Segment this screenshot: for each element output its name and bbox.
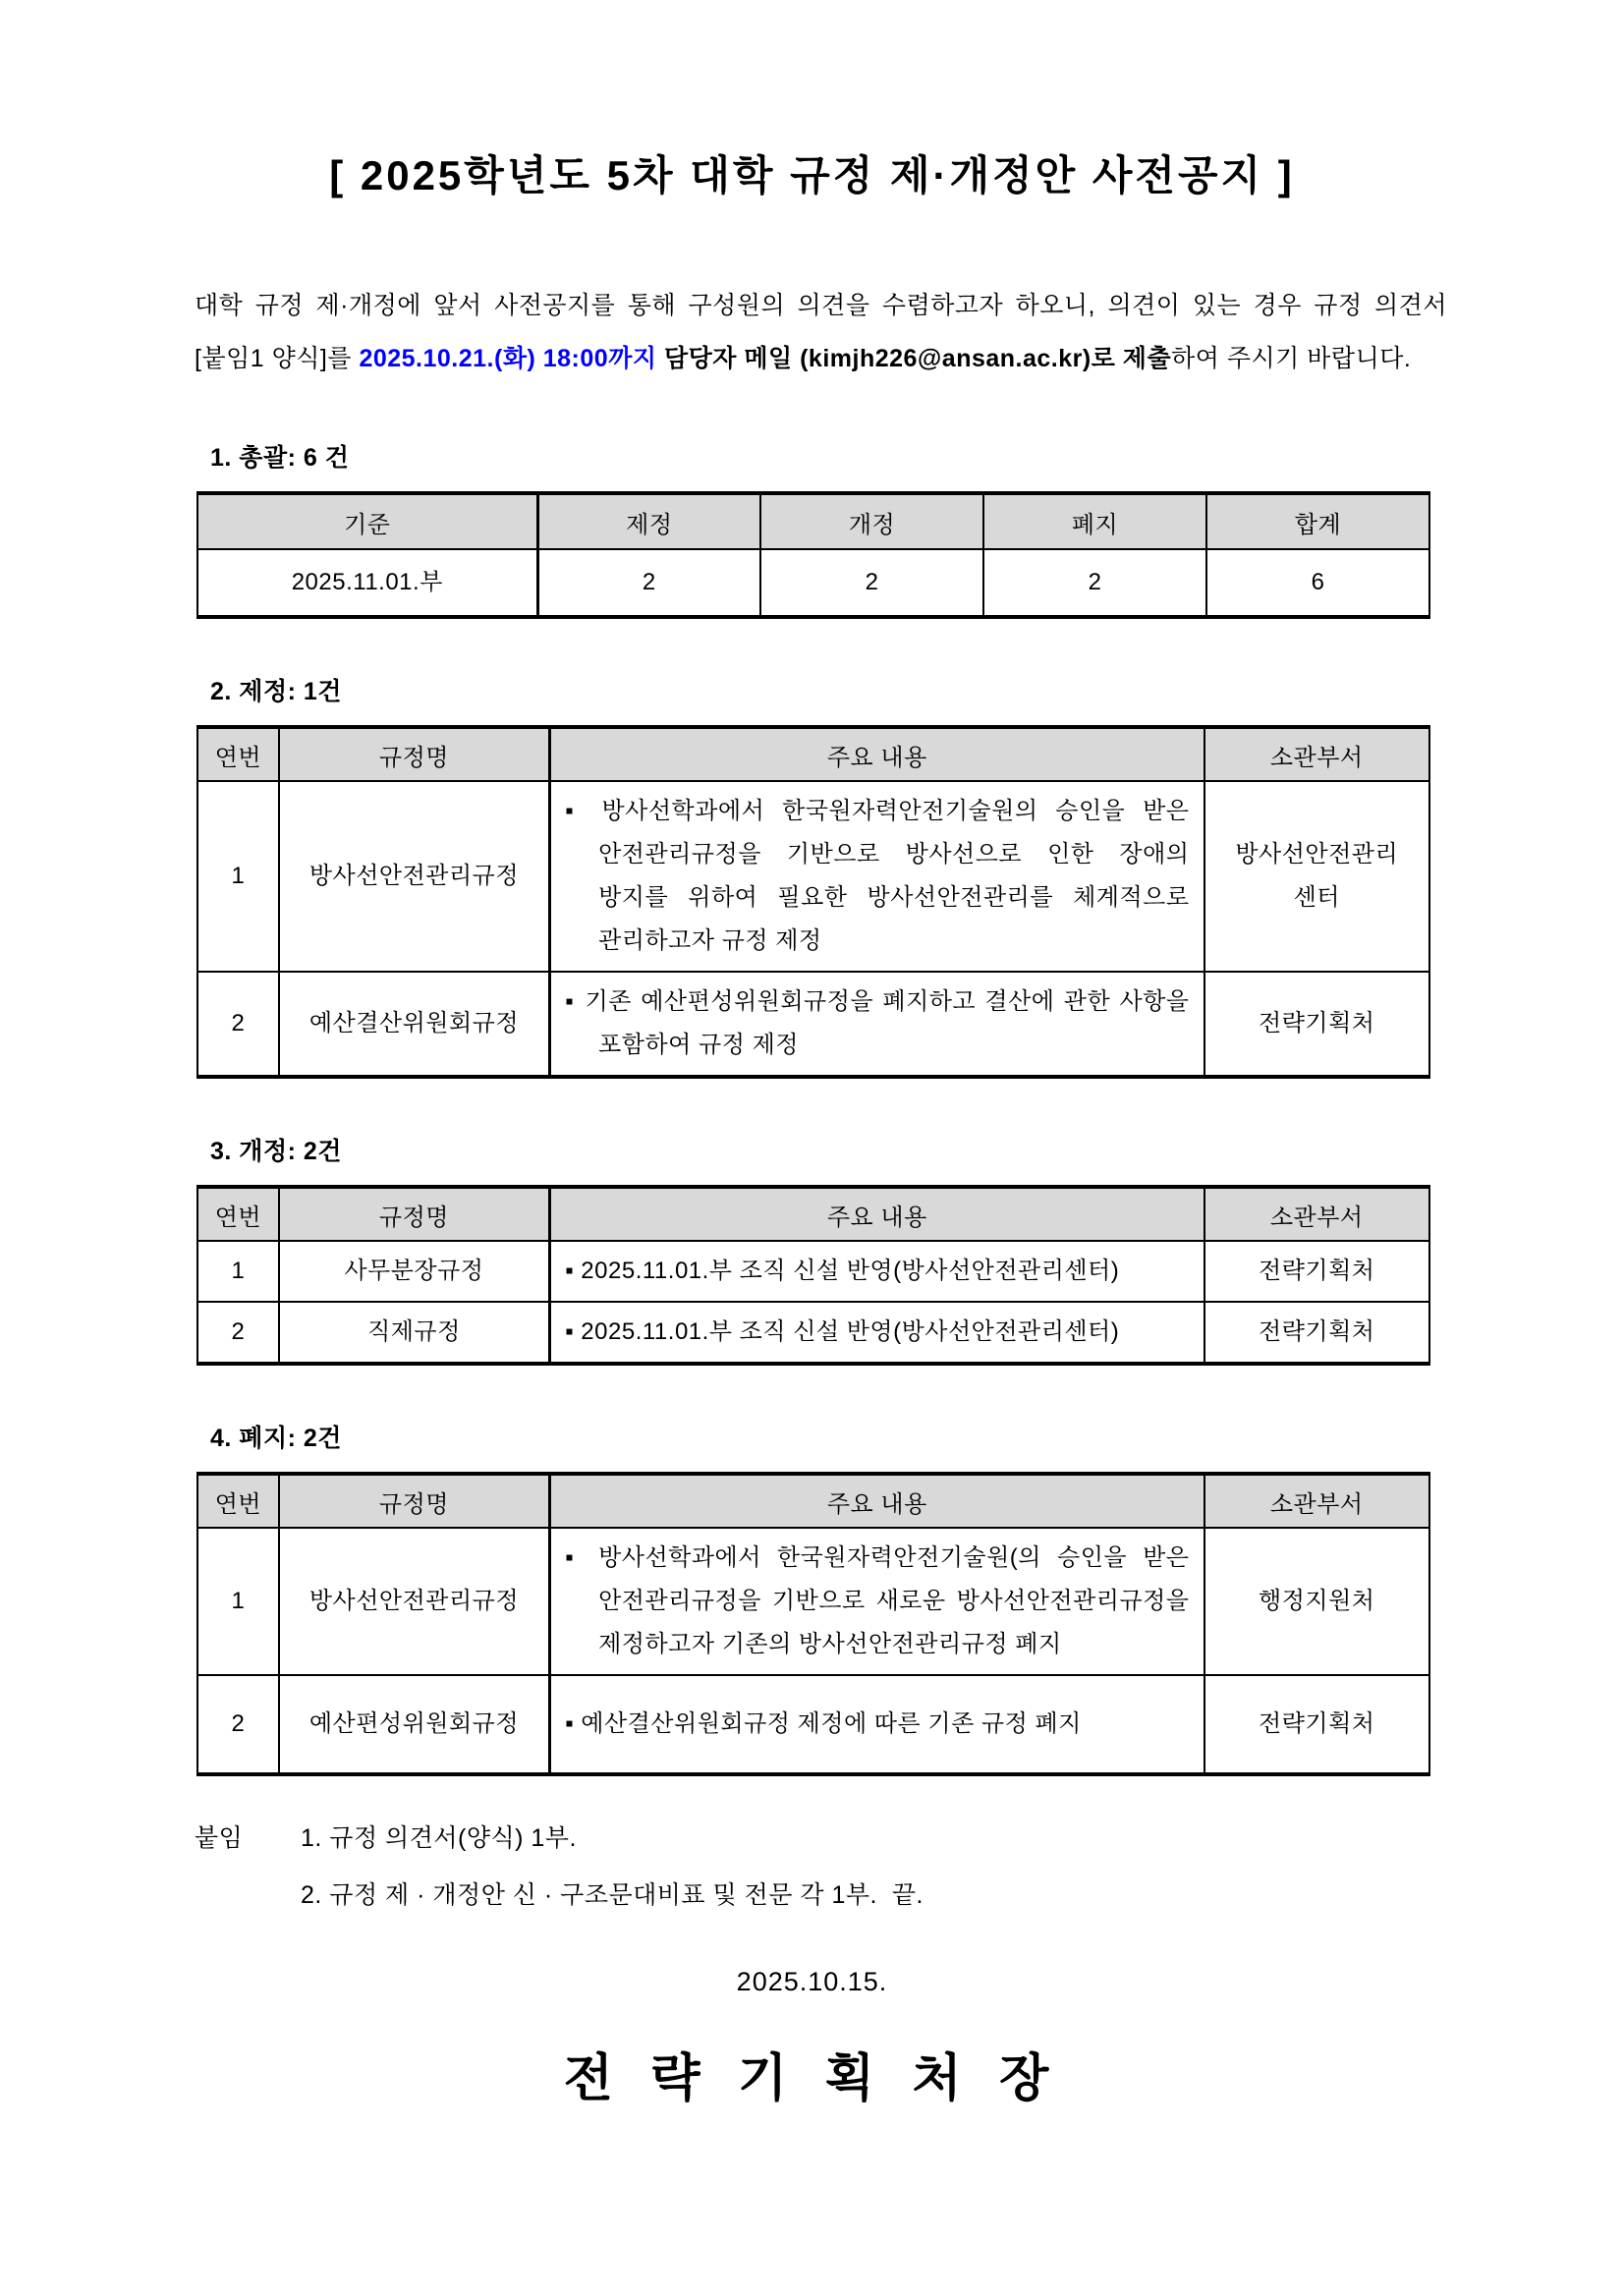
content-text: ▪ 방사선학과에서 한국원자력안전기술원(의 승인을 받은 안전관리규정을 기반으로 새로운 방사선안전관리규정을 제정하고자 기존의 방사선안전관리규정 폐지 [565, 1544, 1190, 1657]
header-cell-name: 규정명 [279, 1187, 550, 1241]
cell-regulation-name: 방사선안전관리규정 [279, 781, 550, 972]
abolition-row-2 [197, 1675, 1429, 1774]
cell-amend-count: 2 [760, 549, 983, 617]
cell-standard: 2025.11.01.부 [197, 549, 537, 617]
enactment-header-row [197, 727, 1429, 781]
header-cell-dept: 소관부서 [1204, 1474, 1430, 1528]
cell-regulation-name: 직제규정 [279, 1302, 550, 1364]
cell-department: 전략기획처 [1204, 1675, 1430, 1774]
amendment-row-2 [197, 1302, 1429, 1364]
cell-content [550, 972, 1204, 1077]
cell-regulation-name: 방사선안전관리규정 [279, 1528, 550, 1675]
document-date: 2025.10.15. [736, 1967, 888, 1996]
cell-no: 2 [197, 1302, 279, 1364]
content-text: ▪ 기존 예산편성위원회규정을 폐지하고 결산에 관한 사항을 포함하여 규정 제정 [565, 988, 1190, 1058]
header-cell-total: 합계 [1206, 493, 1429, 549]
cell-no: 1 [197, 1528, 279, 1675]
section-summary [0, 438, 1624, 619]
attachments-label: 붙임 [195, 1824, 244, 1852]
deadline-text: 2025.10.21.(화) 18:00까지 [359, 345, 657, 372]
intro-text-1: 대학 규정 제·개정에 앞서 사전공지를 통해 구성원의 의견을 수렴하고자 하오니, 의견이 있는 경우 규정 의견서[붙임1 양식]를 [195, 292, 1447, 372]
section-1-heading: 1. 총괄: 6 건 [210, 444, 350, 472]
cell-no: 1 [197, 781, 279, 972]
header-cell-content: 주요 내용 [550, 727, 1204, 781]
cell-department: 행정지원처 [1204, 1528, 1430, 1675]
attachment-item-1: 1. 규정 의견서(양식) 1부. [301, 1824, 577, 1852]
cell-abolish-count: 2 [983, 549, 1206, 617]
header-cell-standard: 기준 [197, 493, 537, 549]
amendment-row-1 [197, 1241, 1429, 1302]
amendment-table [196, 1185, 1430, 1366]
summary-table [196, 491, 1430, 619]
cell-regulation-name: 사무분장규정 [279, 1241, 550, 1302]
attachments-block [195, 1810, 1506, 1924]
cell-department: 전략기획처 [1204, 1241, 1430, 1302]
header-cell-no: 연번 [197, 1474, 279, 1528]
header-cell-enact: 제정 [537, 493, 760, 549]
enactment-row-1 [197, 781, 1429, 972]
cell-regulation-name: 예산결산위원회규정 [279, 972, 550, 1077]
content-text: ▪ 2025.11.01.부 조직 신설 반영(방사선안전관리센터) [565, 1318, 1120, 1345]
header-cell-content: 주요 내용 [550, 1474, 1204, 1528]
cell-no: 2 [197, 1675, 279, 1774]
summary-data-row [197, 549, 1429, 617]
cell-department: 전략기획처 [1204, 1302, 1430, 1364]
cell-regulation-name: 예산편성위원회규정 [279, 1675, 550, 1774]
cell-content [550, 1241, 1204, 1302]
header-cell-content: 주요 내용 [550, 1187, 1204, 1241]
header-cell-dept: 소관부서 [1204, 727, 1430, 781]
enactment-row-2 [197, 972, 1429, 1077]
header-cell-amend: 개정 [760, 493, 983, 549]
email-text: (kimjh226@ansan.ac.kr)로 제출 [800, 345, 1172, 372]
summary-header-row [197, 493, 1429, 549]
section-4-heading: 4. 폐지: 2건 [210, 1425, 342, 1452]
cell-enact-count: 2 [537, 549, 760, 617]
attachments-list [301, 1810, 924, 1924]
header-cell-name: 규정명 [279, 1474, 550, 1528]
cell-no: 1 [197, 1241, 279, 1302]
section-3-heading: 3. 개정: 2건 [210, 1138, 342, 1165]
header-cell-name: 규정명 [279, 727, 550, 781]
intro-paragraph [195, 279, 1447, 385]
attachment-item-2: 2. 규정 제 · 개정안 신 · 구조문대비표 및 전문 각 1부. 끝. [301, 1881, 924, 1909]
content-text: ▪ 2025.11.01.부 조직 신설 반영(방사선안전관리센터) [565, 1258, 1120, 1284]
section-abolition [0, 1419, 1624, 1776]
enactment-table [196, 725, 1430, 1079]
intro-text-2: 담당자 메일 [656, 345, 801, 372]
abolition-table [196, 1472, 1430, 1776]
cell-total-count: 6 [1206, 549, 1429, 617]
cell-department: 전략기획처 [1204, 972, 1430, 1077]
section-amendment [0, 1132, 1624, 1366]
header-cell-dept: 소관부서 [1204, 1187, 1430, 1241]
section-enactment [0, 672, 1624, 1079]
cell-content [550, 1675, 1204, 1774]
amendment-header-row [197, 1187, 1429, 1241]
cell-no: 2 [197, 972, 279, 1077]
cell-content [550, 1302, 1204, 1364]
intro-text-3: 하여 주시기 바랍니다. [1171, 345, 1412, 372]
header-cell-abolish: 폐지 [983, 493, 1206, 549]
section-2-heading: 2. 제정: 1건 [210, 678, 342, 705]
content-text: ▪ 방사선학과에서 한국원자력안전기술원의 승인을 받은 안전관리규정을 기반으로 방사선으로 인한 장애의 방지를 위하여 필요한 방사선안전관리를 체계적으로 관리하고자 규정 제정 [565, 798, 1190, 954]
content-text: ▪ 예산결산위원회규정 제정에 따른 기존 규정 폐지 [565, 1710, 1082, 1737]
signature-title: 전 략 기 획 처 장 [563, 2050, 1061, 2107]
cell-content [550, 781, 1204, 972]
cell-department: 방사선안전관리 센터 [1204, 781, 1430, 972]
abolition-row-1 [197, 1528, 1429, 1675]
document-title: [ 2025학년도 5차 대학 규정 제·개정안 사전공지 ] [329, 152, 1295, 198]
abolition-header-row [197, 1474, 1429, 1528]
cell-content [550, 1528, 1204, 1675]
header-cell-no: 연번 [197, 1187, 279, 1241]
header-cell-no: 연번 [197, 727, 279, 781]
